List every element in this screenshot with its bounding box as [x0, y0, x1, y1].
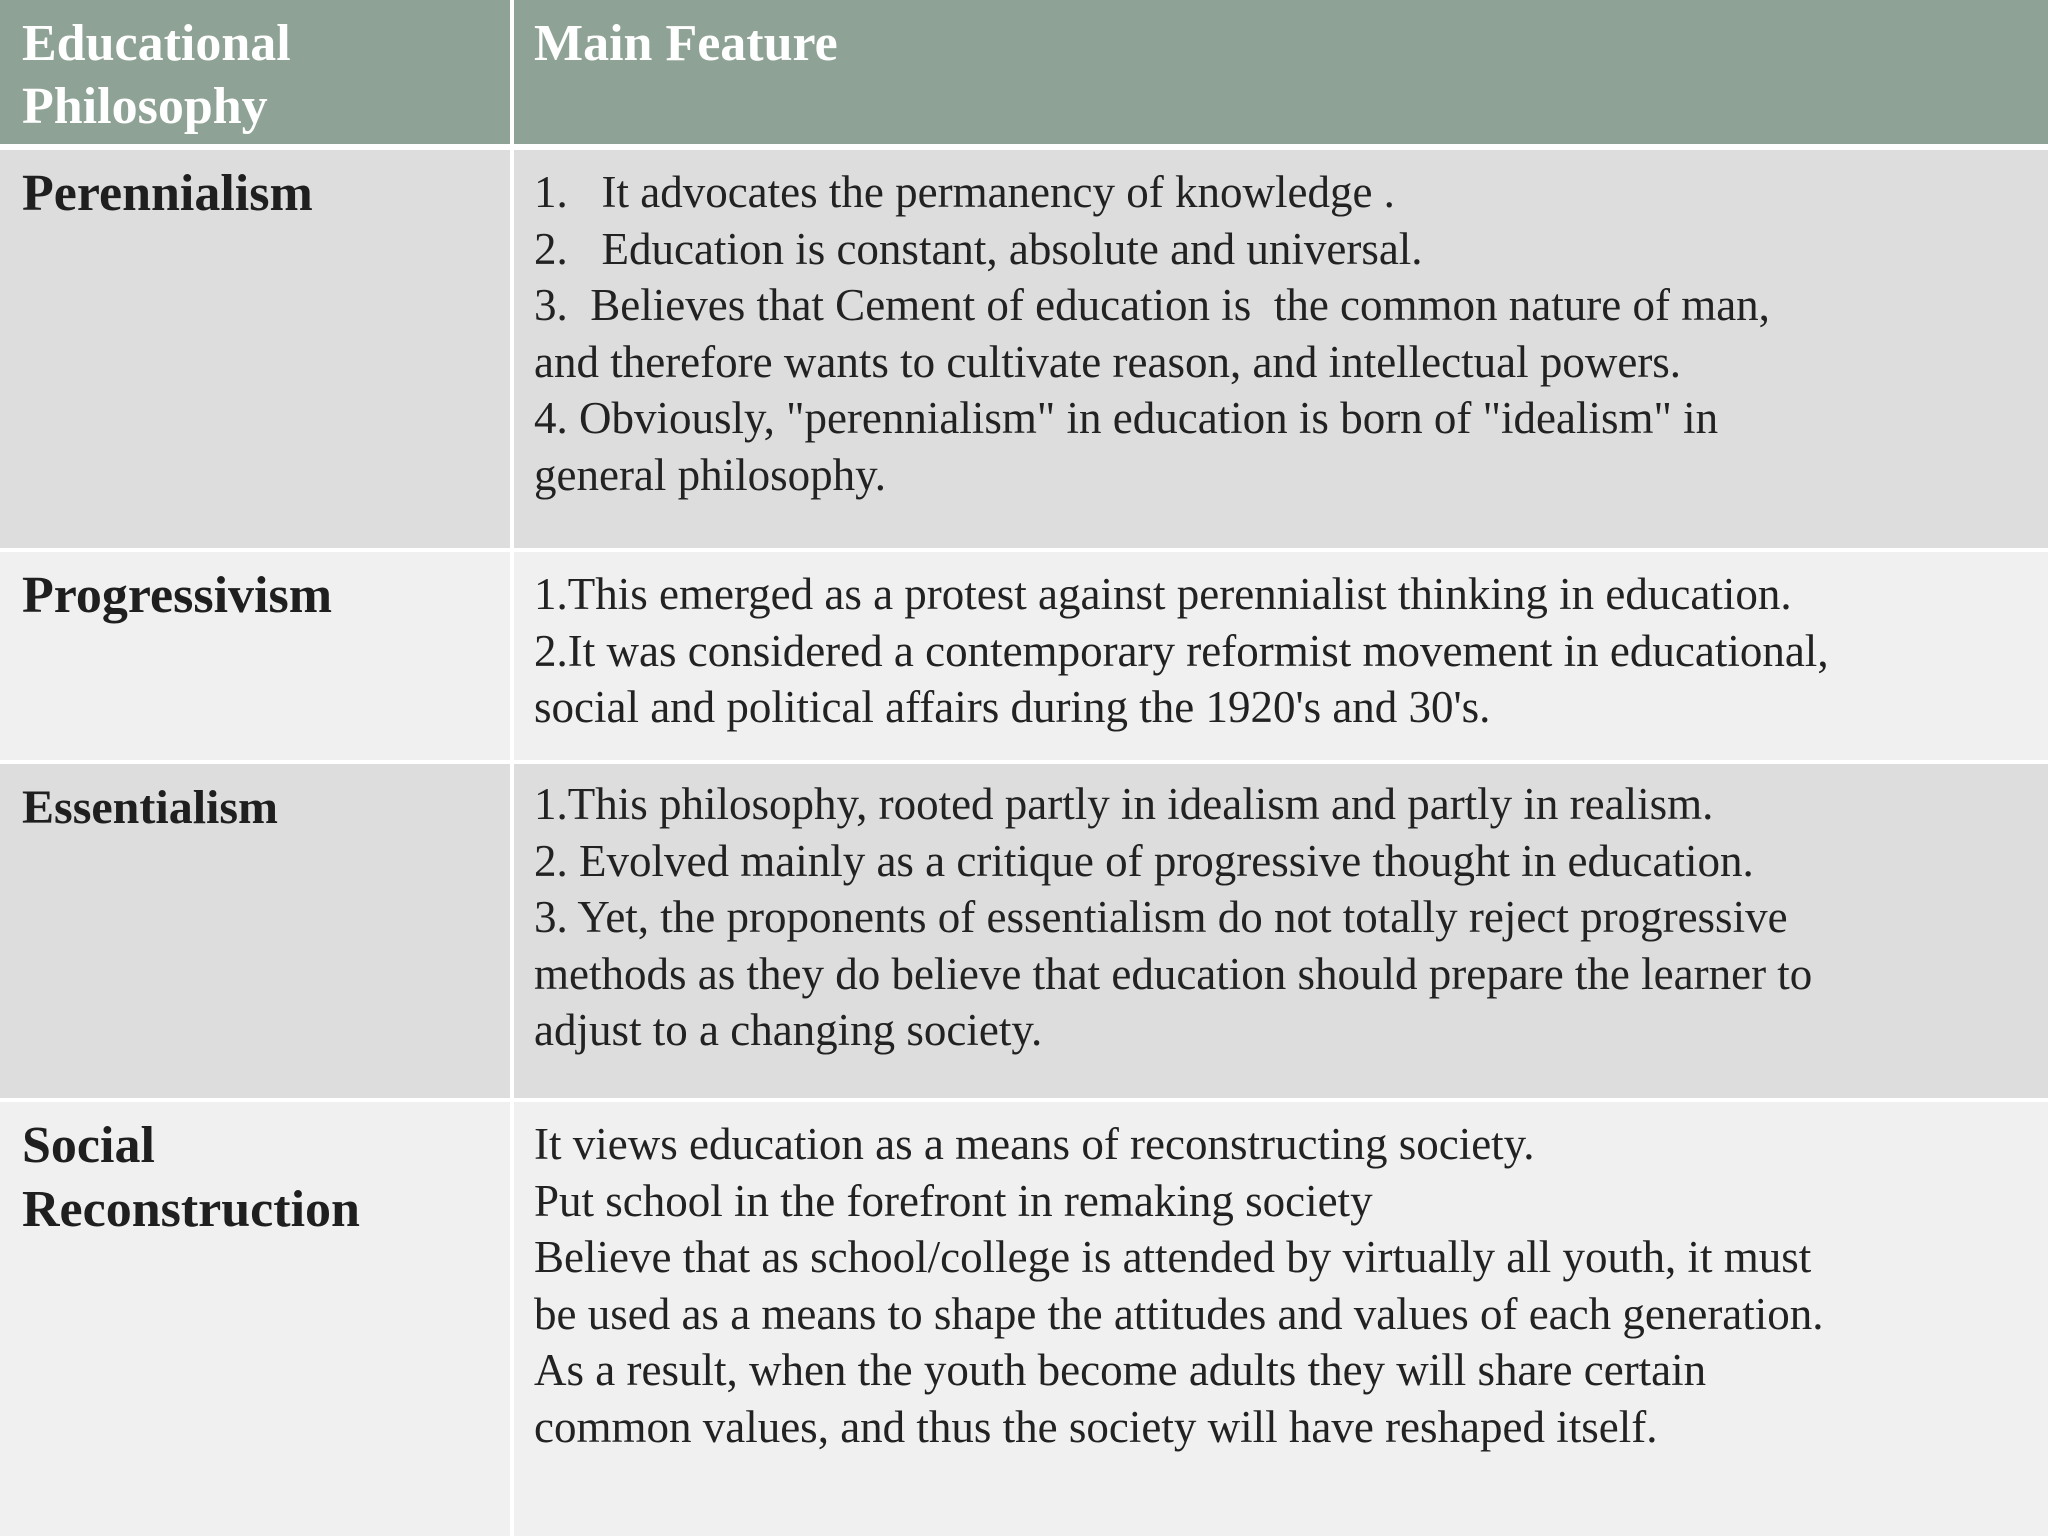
feature-line: adjust to a changing society. [534, 1005, 1043, 1055]
philosophy-cell [0, 1102, 510, 1536]
feature-line: common values, and thus the society will have reshaped itself. [534, 1401, 1658, 1452]
feature-line: and therefore wants to cultivate reason, and intellectual powers. [534, 336, 1682, 387]
philosophy-name: Essentialism [22, 781, 279, 834]
feature-line: general philosophy. [534, 449, 887, 500]
table-row [0, 150, 2048, 548]
philosophy-cell [0, 552, 510, 760]
feature-line: 1.This philosophy, rooted partly in idealism and partly in realism. [534, 779, 1714, 829]
feature-cell [514, 150, 2048, 548]
feature-line: 2.It was considered a contemporary reformist movement in educational, [534, 625, 1829, 676]
feature-line: methods as they do believe that education should prepare the learner to [534, 948, 1813, 999]
feature-line: 1. It advocates the permanency of knowledge . [534, 167, 1395, 217]
philosophy-name: Social Reconstruction [22, 1117, 360, 1238]
feature-line: Believe that as school/college is attended by virtually all youth, it must [534, 1232, 1812, 1282]
philosophy-name: Progressivism [22, 567, 333, 624]
philosophy-cell [0, 764, 510, 1098]
feature-line: social and political affairs during the 1920's and 30's. [534, 682, 1491, 732]
feature-line: 3. Yet, the proponents of essentialism do not totally reject progressive [534, 892, 1788, 942]
feature-line: Put school in the forefront in remaking society [534, 1175, 1373, 1226]
table-row [0, 1102, 2048, 1536]
table-row [0, 552, 2048, 760]
feature-line: 1.This emerged as a protest against perennialist thinking in education. [534, 569, 1792, 619]
feature-cell [514, 1102, 2048, 1536]
feature-line: be used as a means to shape the attitudes and values of each generation. [534, 1288, 1824, 1339]
header-label-philosophy: Educational Philosophy [22, 15, 291, 135]
philosophy-cell [0, 150, 510, 548]
philosophy-name: Perennialism [22, 165, 313, 222]
feature-line: As a result, when the youth become adults they will share certain [534, 1345, 1707, 1395]
table-row [0, 764, 2048, 1098]
header-educational-philosophy [0, 0, 510, 144]
feature-line: 3. Believes that Cement of education is the common nature of man, [534, 280, 1770, 330]
feature-line: 2. Evolved mainly as a critique of progressive thought in education. [534, 835, 1754, 886]
header-main-feature [514, 0, 2048, 144]
feature-cell [514, 764, 2048, 1098]
feature-cell [514, 552, 2048, 760]
table-header-row [0, 0, 2048, 144]
feature-line: 2. Education is constant, absolute and universal. [534, 223, 1423, 274]
feature-line: 4. Obviously, "perennialism" in education is born of "idealism" in [534, 393, 1719, 443]
feature-line: It views education as a means of reconstructing society. [534, 1119, 1535, 1169]
header-label-main-feature: Main Feature [534, 15, 838, 72]
